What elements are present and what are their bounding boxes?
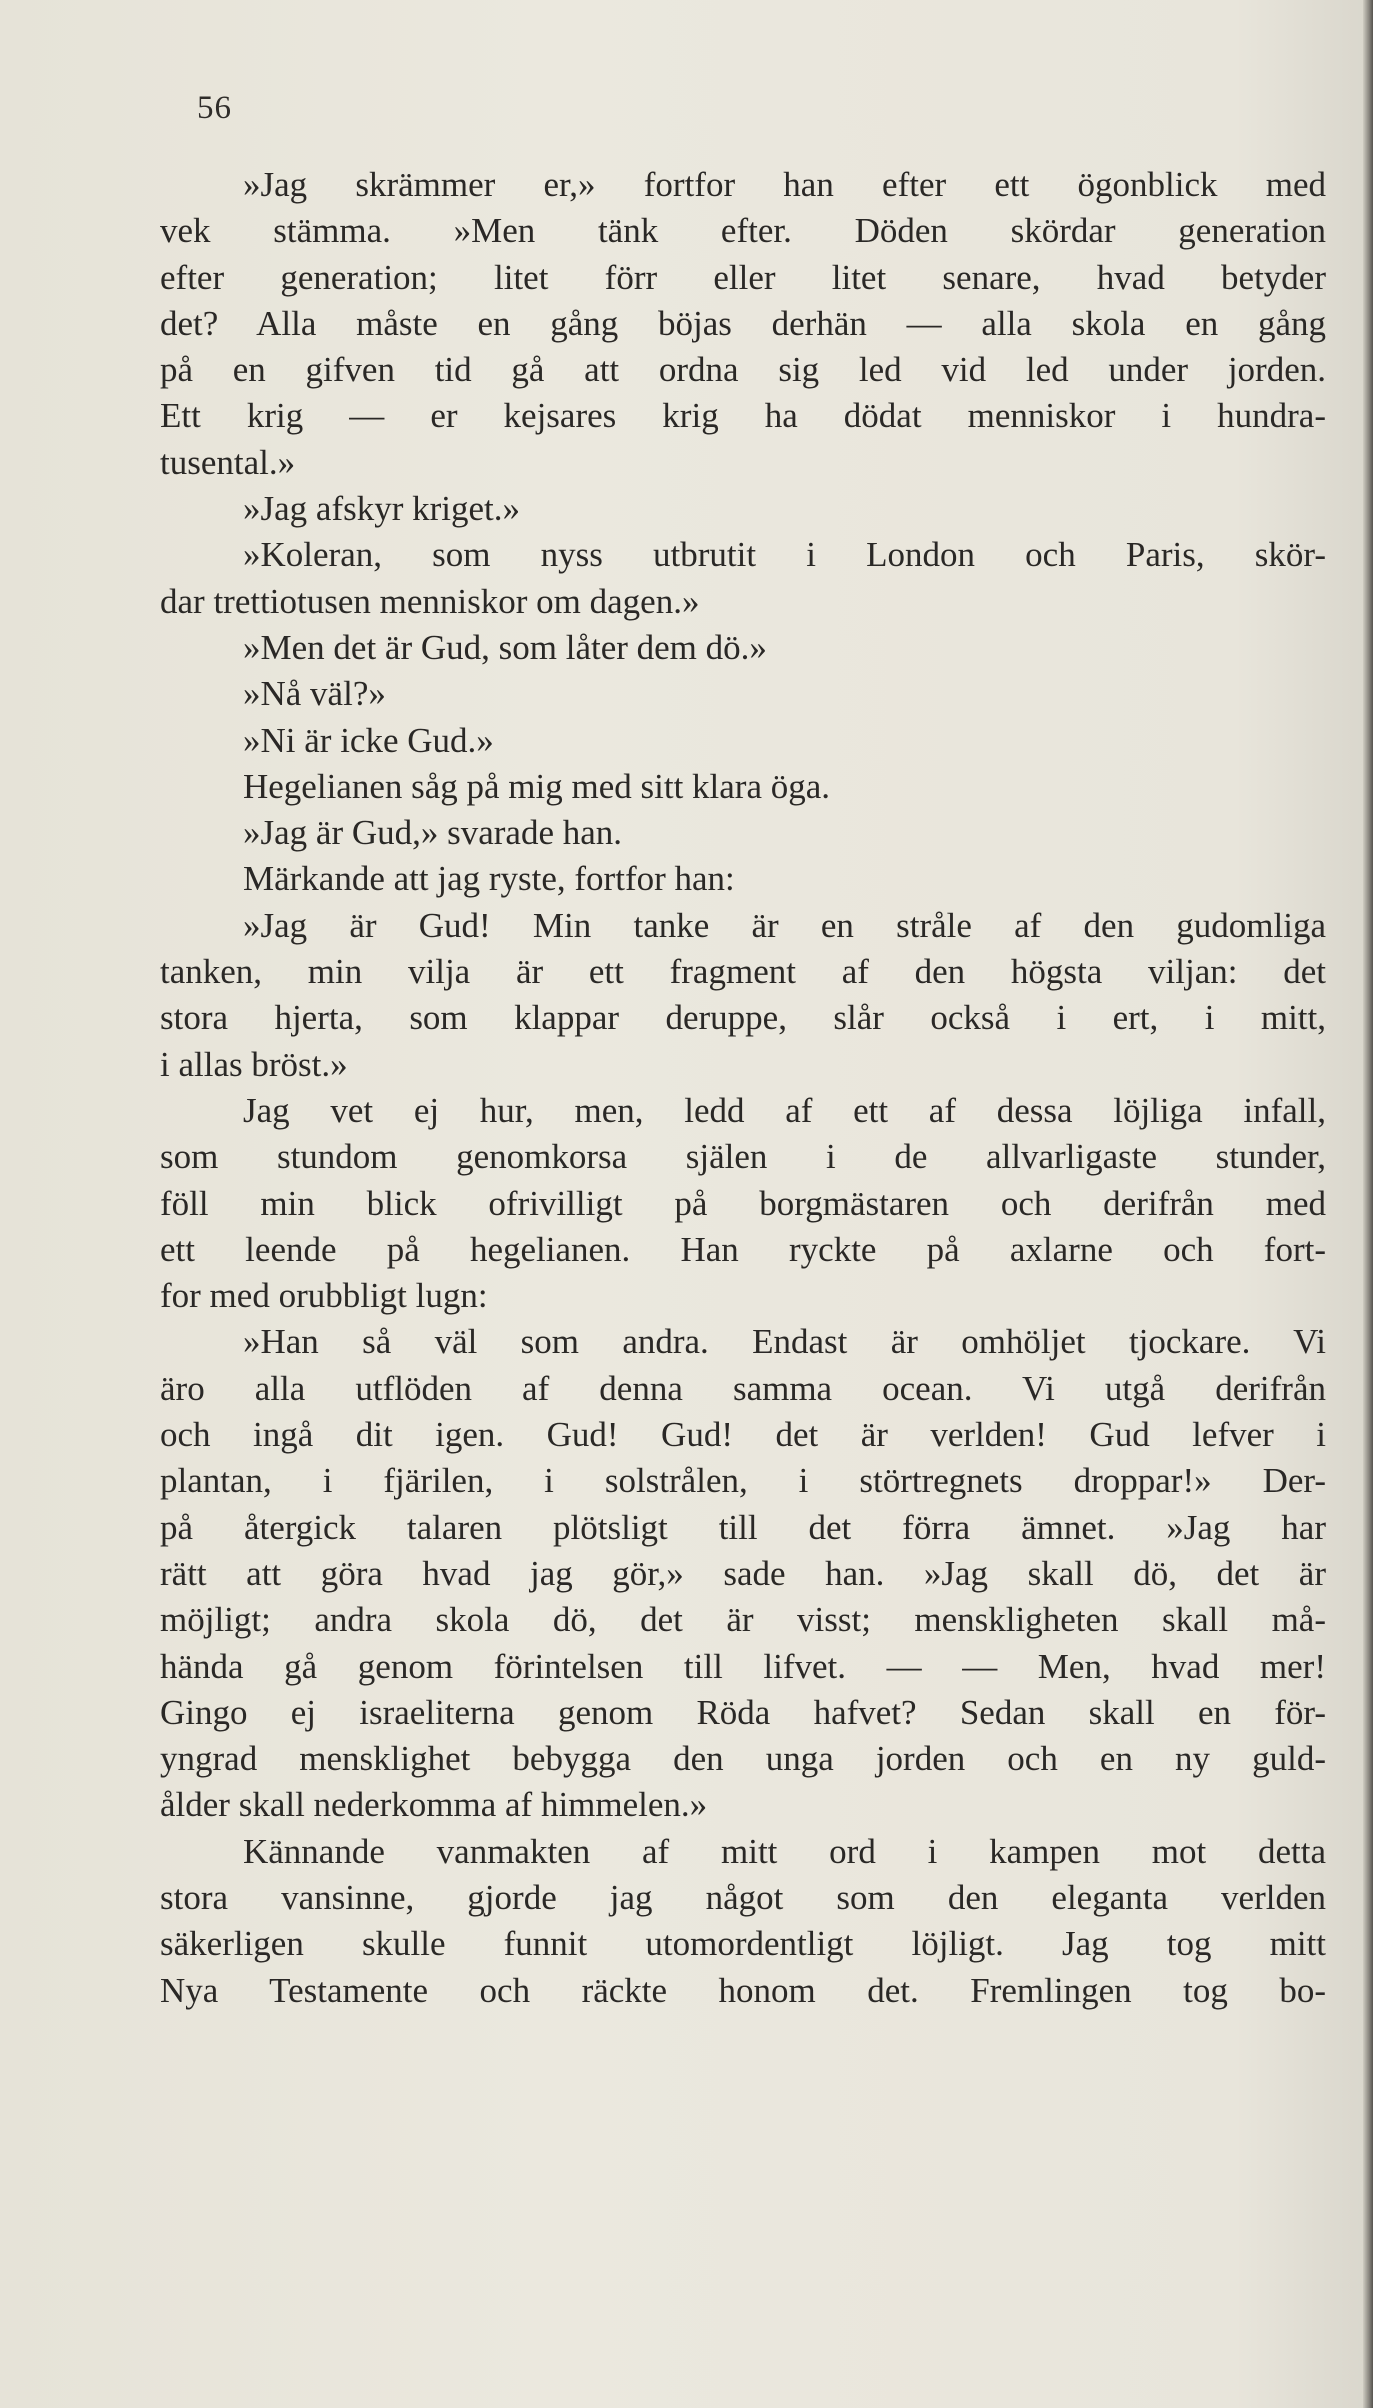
text-line-content: Märkande att jag ryste, fortfor han: bbox=[243, 859, 735, 899]
text-line-content: ett leende på hegelianen. Han ryckte på axlarne och fort- bbox=[160, 1229, 1326, 1269]
text-line-content: tanken, min vilja är ett fragment af den högsta viljan: det bbox=[160, 952, 1326, 992]
text-line-content: dar trettiotusen menniskor om dagen.» bbox=[160, 581, 700, 621]
text-line bbox=[160, 1227, 1326, 1273]
text-line-content: rätt att göra hvad jag gör,» sade han. »Jag skall dö, det är bbox=[160, 1553, 1326, 1593]
text-line-content: säkerligen skulle funnit utomordentligt löjligt. Jag tog mitt bbox=[160, 1924, 1326, 1964]
text-line bbox=[160, 764, 1326, 810]
text-line bbox=[160, 1782, 1326, 1828]
text-line-content: och ingå dit igen. Gud! Gud! det är verlden! Gud lefver i bbox=[160, 1415, 1326, 1455]
text-line-content: Kännande vanmakten af mitt ord i kampen mot detta bbox=[243, 1831, 1326, 1871]
text-line-content: yngrad mensklighet bebygga den unga jorden och en ny guld- bbox=[160, 1739, 1326, 1779]
text-line-content: på återgick talaren plötsligt till det förra ämnet. »Jag har bbox=[160, 1507, 1326, 1547]
text-line bbox=[160, 1273, 1326, 1319]
text-line-content: tusental.» bbox=[160, 442, 296, 482]
text-line bbox=[160, 625, 1326, 671]
text-line bbox=[160, 532, 1326, 578]
text-line bbox=[160, 856, 1326, 902]
text-line bbox=[160, 1644, 1326, 1690]
text-line bbox=[160, 1921, 1326, 1967]
text-line-content: stora hjerta, som klappar deruppe, slår också i ert, i mitt, bbox=[160, 998, 1326, 1038]
text-line bbox=[160, 1319, 1326, 1365]
text-line bbox=[160, 1690, 1326, 1736]
text-line bbox=[160, 1968, 1326, 2014]
text-line-content: efter generation; litet förr eller litet senare, hvad betyder bbox=[160, 257, 1326, 297]
text-line bbox=[160, 579, 1326, 625]
text-line bbox=[160, 1134, 1326, 1180]
body-text bbox=[160, 162, 1326, 2014]
text-line bbox=[160, 1875, 1326, 1921]
text-line-content: for med orubbligt lugn: bbox=[160, 1276, 488, 1316]
text-line bbox=[160, 1829, 1326, 1875]
text-line bbox=[160, 1458, 1326, 1504]
text-line bbox=[160, 1551, 1326, 1597]
text-line bbox=[160, 347, 1326, 393]
text-line bbox=[160, 208, 1326, 254]
text-line-content: det? Alla måste en gång böjas derhän — alla skola en gång bbox=[160, 303, 1326, 343]
text-line bbox=[160, 718, 1326, 764]
text-line-content: »Han så väl som andra. Endast är omhöljet tjockare. Vi bbox=[243, 1322, 1326, 1362]
text-line-content: vek stämma. »Men tänk efter. Döden skördar generation bbox=[160, 211, 1326, 251]
text-line-content: Nya Testamente och räckte honom det. Fremlingen tog bo- bbox=[160, 1970, 1326, 2010]
page-number: 56 bbox=[197, 90, 232, 126]
text-line bbox=[160, 1042, 1326, 1088]
text-line-content: »Koleran, som nyss utbrutit i London och Paris, skör- bbox=[243, 535, 1326, 575]
text-line-content: »Jag är Gud! Min tanke är en stråle af den gudomliga bbox=[243, 905, 1326, 945]
text-line-content: »Jag afskyr kriget.» bbox=[243, 489, 521, 529]
text-line-content: ålder skall nederkomma af himmelen.» bbox=[160, 1785, 708, 1825]
text-line bbox=[160, 903, 1326, 949]
text-line-content: Jag vet ej hur, men, ledd af ett af dessa löjliga infall, bbox=[243, 1090, 1326, 1130]
text-line bbox=[160, 810, 1326, 856]
page-edge bbox=[1363, 0, 1373, 2408]
text-line-content: »Jag är Gud,» svarade han. bbox=[243, 813, 623, 853]
text-line-content: hända gå genom förintelsen till lifvet. — — Men, hvad mer! bbox=[160, 1646, 1326, 1686]
text-line-content: »Nå väl?» bbox=[243, 674, 386, 714]
text-line bbox=[160, 1597, 1326, 1643]
text-line bbox=[160, 1366, 1326, 1412]
text-line-content: som stundom genomkorsa själen i de allvarligaste stunder, bbox=[160, 1137, 1326, 1177]
text-line bbox=[160, 671, 1326, 717]
text-line bbox=[160, 1088, 1326, 1134]
text-line bbox=[160, 440, 1326, 486]
text-line bbox=[160, 1181, 1326, 1227]
text-line-content: Hegelianen såg på mig med sitt klara öga. bbox=[243, 766, 831, 806]
text-line bbox=[160, 949, 1326, 995]
text-line-content: äro alla utflöden af denna samma ocean. Vi utgå derifrån bbox=[160, 1368, 1326, 1408]
text-line bbox=[160, 1505, 1326, 1551]
text-line bbox=[160, 1736, 1326, 1782]
text-line-content: »Jag skrämmer er,» fortfor han efter ett ögonblick med bbox=[243, 165, 1326, 204]
text-line-content: möjligt; andra skola dö, det är visst; menskligheten skall må- bbox=[160, 1600, 1326, 1640]
text-line-content: »Ni är icke Gud.» bbox=[243, 720, 494, 760]
text-line-content: på en gifven tid gå att ordna sig led vid led under jorden. bbox=[160, 350, 1326, 390]
text-line bbox=[160, 1412, 1326, 1458]
text-line-content: plantan, i fjärilen, i solstrålen, i störtregnets droppar!» Der- bbox=[160, 1461, 1326, 1501]
text-line-content: Gingo ej israeliterna genom Röda hafvet? Sedan skall en för- bbox=[160, 1692, 1326, 1732]
text-line-content: »Men det är Gud, som låter dem dö.» bbox=[243, 627, 767, 667]
text-line bbox=[160, 162, 1326, 208]
text-line bbox=[160, 486, 1326, 532]
text-line-content: Ett krig — er kejsares krig ha dödat menniskor i hundra- bbox=[160, 396, 1326, 436]
text-line-content: i allas bröst.» bbox=[160, 1044, 348, 1084]
text-line bbox=[160, 995, 1326, 1041]
text-line bbox=[160, 301, 1326, 347]
text-line-content: stora vansinne, gjorde jag något som den eleganta verlden bbox=[160, 1877, 1326, 1917]
text-line bbox=[160, 255, 1326, 301]
text-line bbox=[160, 393, 1326, 439]
text-line-content: föll min blick ofrivilligt på borgmästaren och derifrån med bbox=[160, 1183, 1326, 1223]
